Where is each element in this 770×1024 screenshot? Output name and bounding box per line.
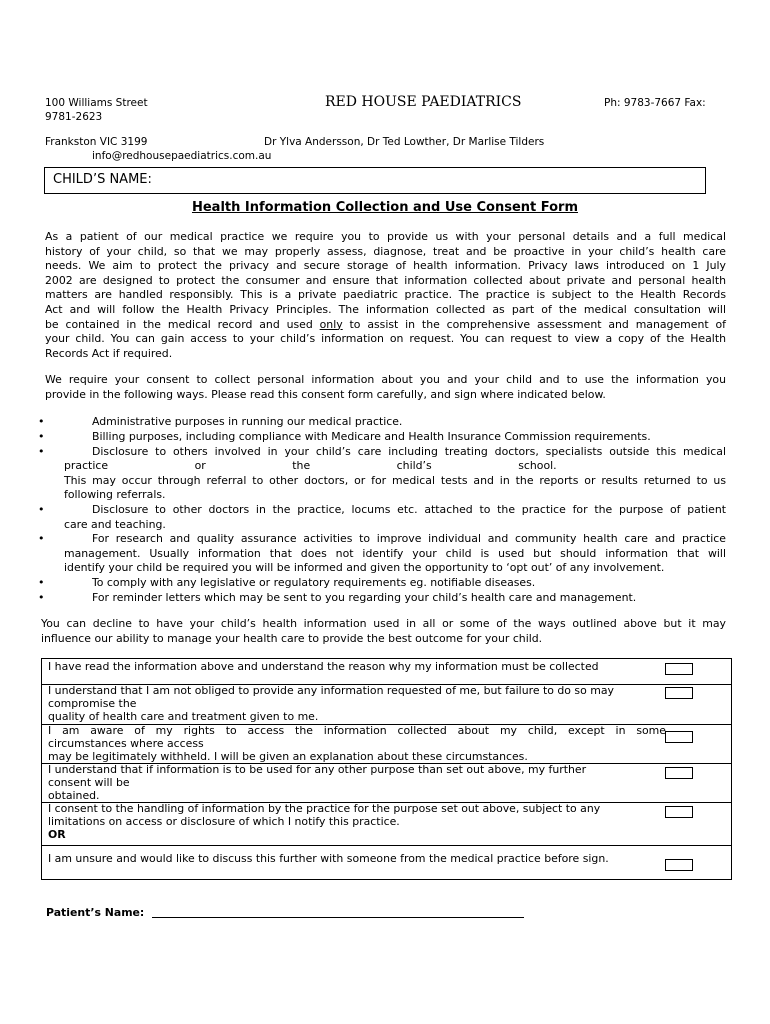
consent-checkbox-other-purpose[interactable] xyxy=(665,767,693,779)
consent-checkbox-read[interactable] xyxy=(665,663,693,675)
use-item-research-cont: identify your child be required you will be informed and given the opportunity to ‘opt out’ of any involvement. xyxy=(64,561,665,575)
decline-line-1: You can decline to have your child’s health information used in all or some of the ways outlined above but it may xyxy=(41,617,726,630)
bullet: • xyxy=(38,591,45,604)
use-item-disclosure-cont: This may occur through referral to other doctors, or for medical tests and in the reports or results returned to us xyxy=(64,473,726,487)
use-item-research: For research and quality assurance activities to improve individual and community health care and practice xyxy=(92,532,726,546)
fax-number: 9781-2623 xyxy=(45,111,103,123)
consent-statement-access-rights-cont: may be legitimately withheld. I will be given an explanation about these circumstances. xyxy=(48,749,528,763)
intro-line-6: Act and will follow the Health Privacy Principles. The information collected as part of the medical consultation will xyxy=(45,303,726,316)
intro-line-4: 2002 are designed to protect the consumer and ensure that information collected about private and personal health xyxy=(45,273,726,287)
consent-statement-not-obliged-cont: quality of health care and treatment given to me. xyxy=(48,709,319,723)
childs-name-field[interactable] xyxy=(44,167,706,194)
use-item-other-doctors-cont: care and teaching. xyxy=(64,517,166,531)
use-item-research-cont: management. Usually information that does not identify your child is used but should information that will xyxy=(64,546,726,560)
use-item-disclosure-cont: practice or the child’s school. xyxy=(64,459,557,473)
form-title: Health Information Collection and Use Consent Form xyxy=(191,200,578,215)
consent-checkbox-handling[interactable] xyxy=(665,806,693,818)
consent-para-line-1: We require your consent to collect personal information about you and your child and to use the information you xyxy=(45,373,726,386)
intro-line-8: your child. You can gain access to your child’s information on request. You can request to view a copy of the Health xyxy=(45,332,726,346)
intro-line-1: As a patient of our medical practice we require you to provide us with your personal details and a full medical xyxy=(45,230,726,243)
bullet: • xyxy=(38,430,45,443)
phone-fax: Ph: 9783-7667 Fax: xyxy=(604,97,706,109)
use-item-disclosure-cont: following referrals. xyxy=(64,488,166,502)
consent-statement-handling: I consent to the handling of information by the practice for the purpose set out above, subject to any xyxy=(48,802,601,815)
intro-line-2: history of your child, so that we may properly assess, diagnose, treat and be proactive in your child’s health care xyxy=(45,244,726,258)
intro-line-9: Records Act if required. xyxy=(45,346,173,360)
consent-statement-handling-cont: limitations on access or disclosure of which I notify this practice. xyxy=(48,814,400,828)
bullet: • xyxy=(38,445,45,458)
patients-name-line[interactable] xyxy=(152,917,524,918)
doctors-list: Dr Ylva Andersson, Dr Ted Lowther, Dr Marlise Tilders xyxy=(264,136,545,148)
address-line: 100 Williams Street xyxy=(45,97,148,109)
use-item-admin: Administrative purposes in running our medical practice. xyxy=(92,415,403,428)
consent-statement-other-purpose-cont: consent will be xyxy=(48,775,130,789)
bullet: • xyxy=(38,503,45,516)
bullet: • xyxy=(38,576,45,589)
consent-statement-access-rights: I am aware of my rights to access the information collected about my child, except in some xyxy=(48,724,666,737)
consent-checkbox-not-obliged[interactable] xyxy=(665,687,693,699)
intro-line-3: needs. We aim to protect the privacy and secure storage of health information. Privacy laws introduced on 1 July xyxy=(45,259,726,273)
consent-para-line-2: provide in the following ways. Please read this consent form carefully, and sign where indicated below. xyxy=(45,387,606,401)
consent-statement-not-obliged: I understand that I am not obliged to provide any information requested of me, but failure to do so may xyxy=(48,684,614,697)
childs-name-label: CHILD’S NAME: xyxy=(53,172,152,187)
use-item-other-doctors: Disclosure to other doctors in the practice, locums etc. attached to the practice for the purpose of patient xyxy=(92,503,726,516)
use-item-reminders: For reminder letters which may be sent to you regarding your child’s health care and management. xyxy=(92,590,637,604)
intro-line-7: be contained in the medical record and used only to assist in the comprehensive assessment and management of xyxy=(45,317,726,331)
patients-name-label: Patient’s Name: xyxy=(46,906,145,919)
consent-statement-not-obliged-cont: compromise the xyxy=(48,696,137,710)
practice-name: RED HOUSE PAEDIATRICS xyxy=(325,94,522,110)
intro-line-5: matters are handled responsibly. This is a private paediatric practice. The practice is subject to the Health Records xyxy=(45,288,726,302)
use-item-billing: Billing purposes, including compliance with Medicare and Health Insurance Commission requirements. xyxy=(92,430,651,443)
consent-statement-read: I have read the information above and understand the reason why my information must be collected xyxy=(48,660,599,673)
consent-statement-other-purpose: I understand that if information is to be used for any other purpose than set out above, my further xyxy=(48,763,587,776)
consent-statement-unsure: I am unsure and would like to discuss this further with someone from the medical practice before sign. xyxy=(48,852,609,865)
use-item-disclosure: Disclosure to others involved in your child’s care including treating doctors, specialists outside this medical xyxy=(92,444,726,458)
decline-line-2: influence our ability to manage your health care to provide the best outcome for your child. xyxy=(41,631,543,645)
bullet: • xyxy=(38,415,45,428)
consent-statement-access-rights-cont: circumstances where access xyxy=(48,736,204,750)
consent-statement-other-purpose-cont: obtained. xyxy=(48,788,100,802)
consent-checkbox-access-rights[interactable] xyxy=(665,731,693,743)
or-label: OR xyxy=(48,827,66,841)
email-address: info@redhousepaediatrics.com.au xyxy=(92,150,272,162)
bullet: • xyxy=(38,532,45,545)
use-item-legislative: To comply with any legislative or regulatory requirements eg. notifiable diseases. xyxy=(92,576,536,589)
suburb-line: Frankston VIC 3199 xyxy=(45,136,148,148)
consent-checkbox-unsure[interactable] xyxy=(665,859,693,871)
consent-table xyxy=(41,658,732,880)
